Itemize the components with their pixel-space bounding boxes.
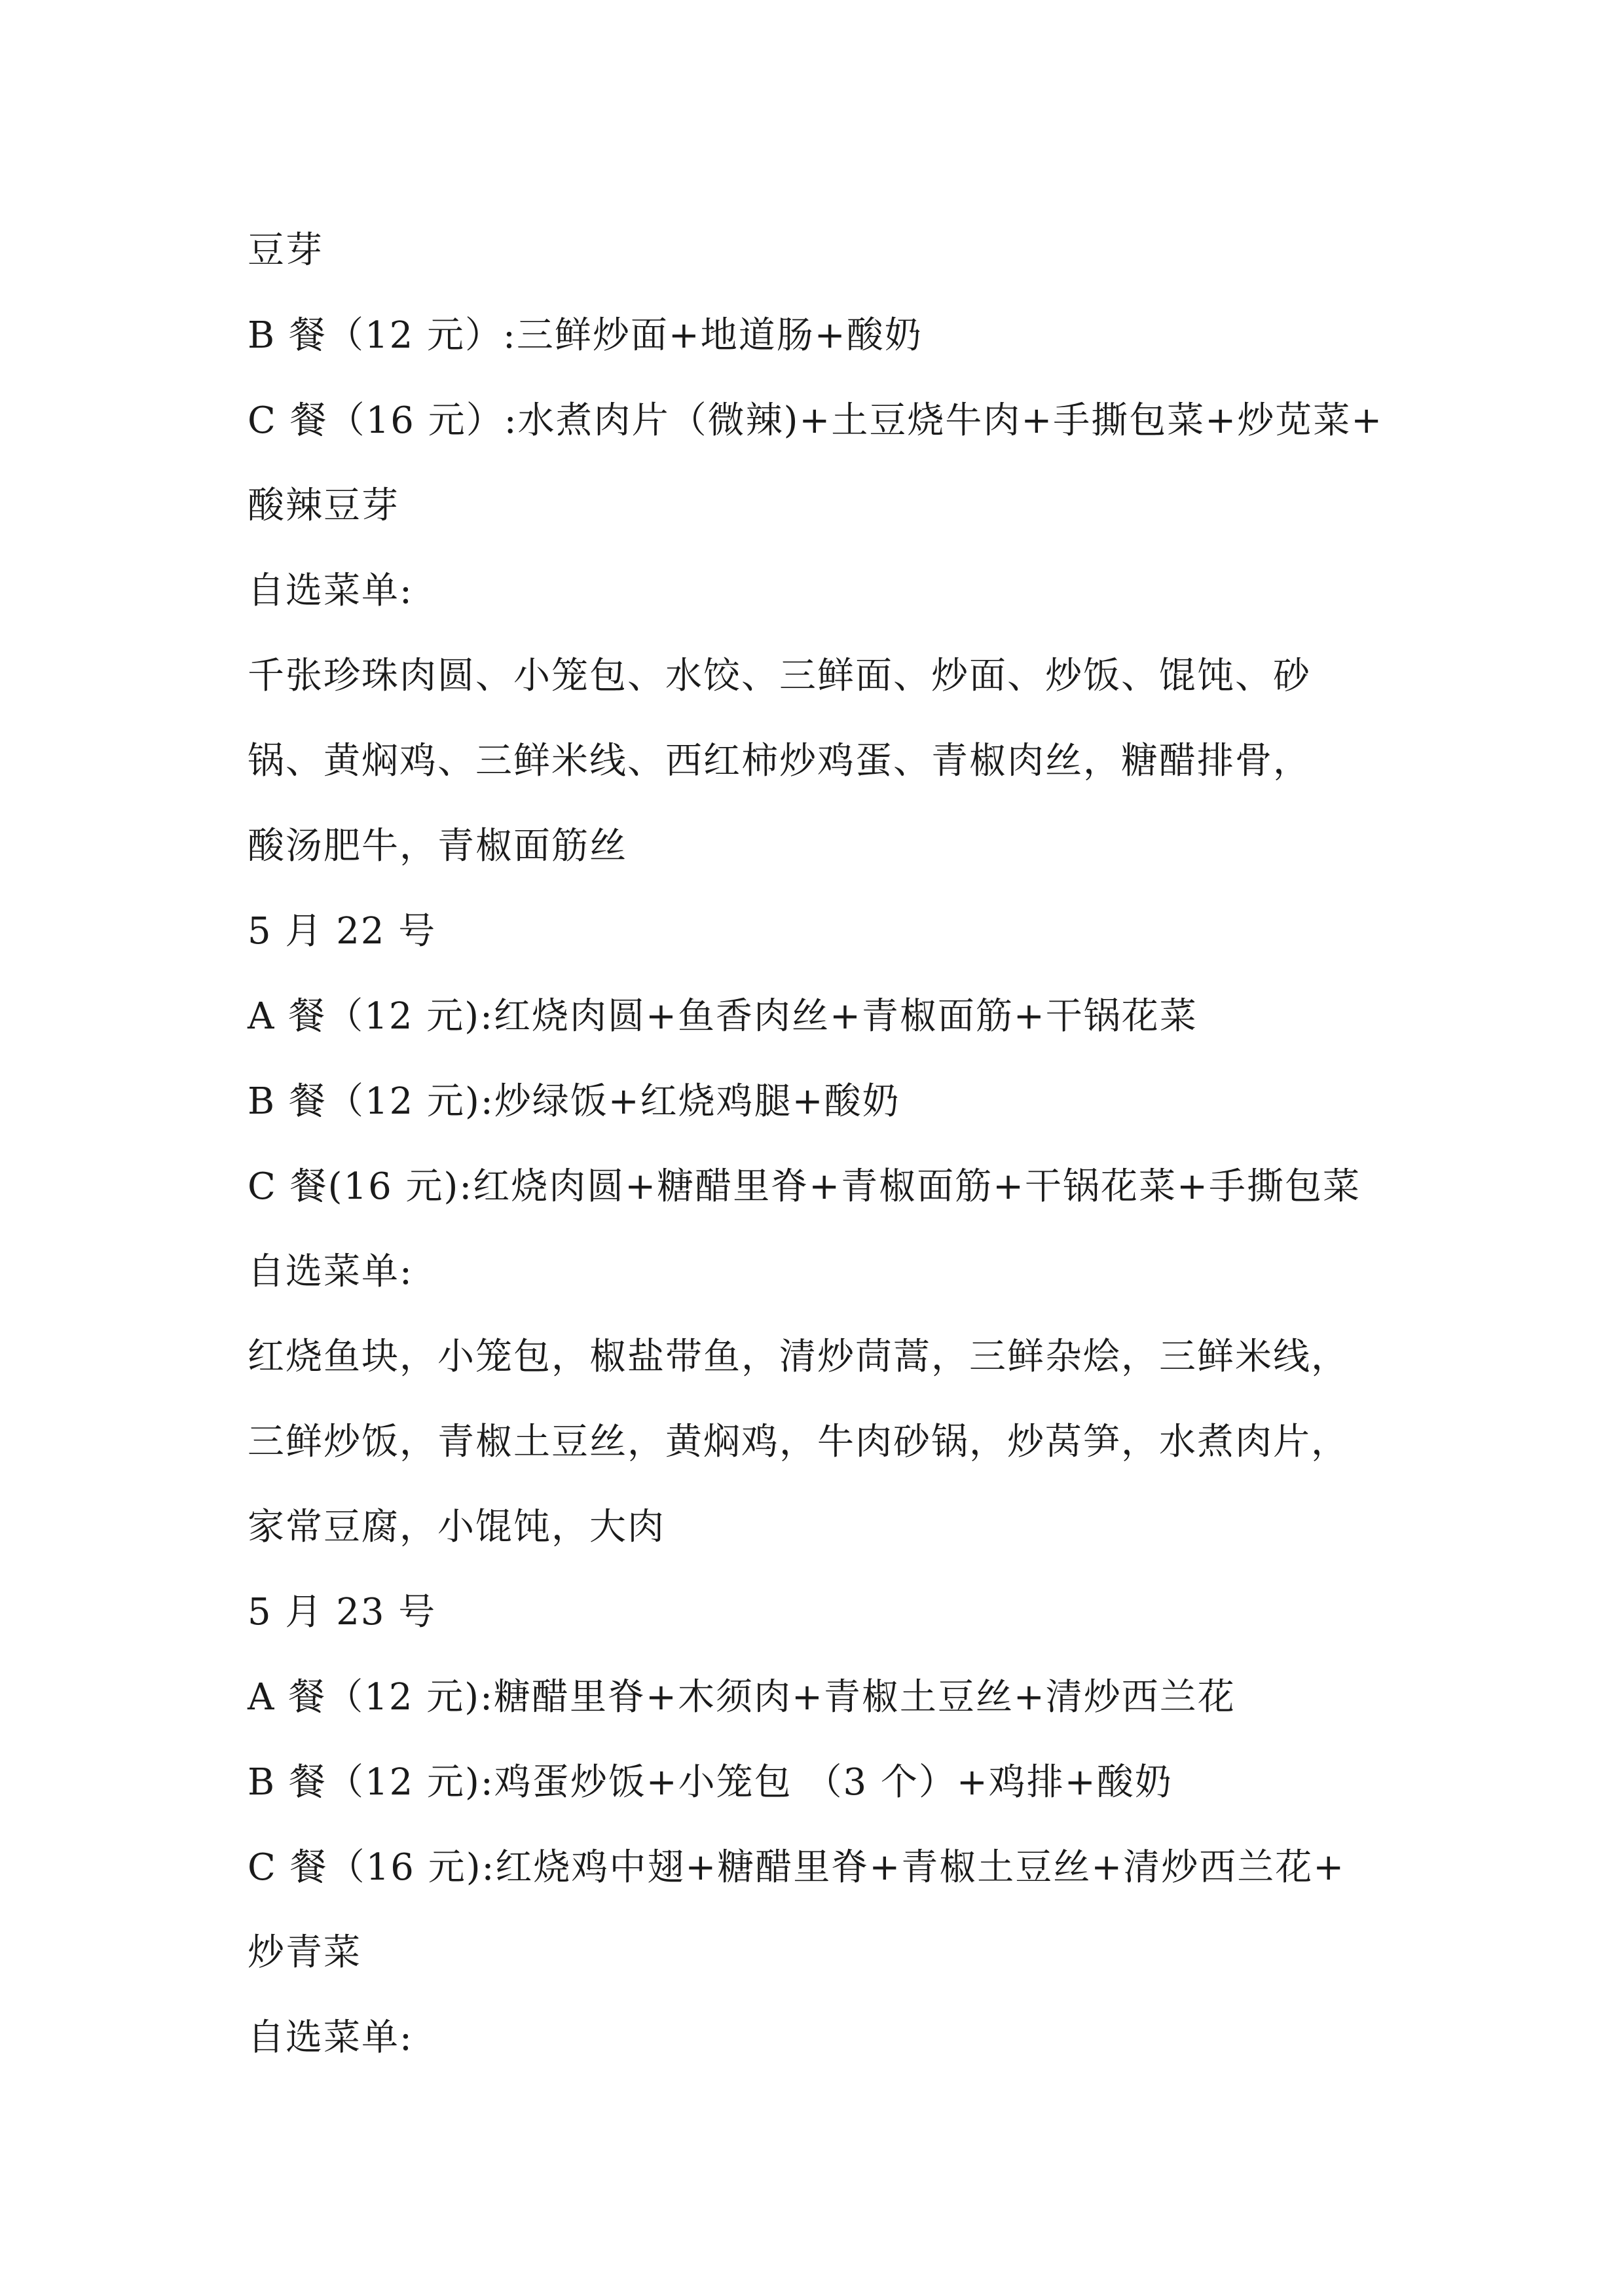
text-line-2: B 餐（12 元）:三鲜炒面+地道肠+酸奶 — [248, 314, 923, 357]
text-line-16: 家常豆腐，小馄饨，大肉 — [248, 1506, 665, 1548]
text-line-19: B 餐（12 元):鸡蛋炒饭+小笼包 （3 个）+鸡排+酸奶 — [248, 1761, 1173, 1804]
text-line-12: C 餐(16 元):红烧肉圆+糖醋里脊+青椒面筋+干锅花菜+手撕包菜 — [248, 1165, 1361, 1208]
text-line-3: C 餐（16 元）:水煮肉片（微辣)+土豆烧牛肉+手撕包菜+炒苋菜+ — [248, 399, 1384, 442]
menu-text-body — [248, 208, 1400, 2081]
text-line-14: 红烧鱼块，小笼包，椒盐带鱼，清炒茼蒿，三鲜杂烩，三鲜米线， — [248, 1336, 1349, 1378]
text-line-8: 酸汤肥牛，青椒面筋丝 — [248, 825, 627, 867]
text-line-10: A 餐（12 元):红烧肉圆+鱼香肉丝+青椒面筋+干锅花菜 — [248, 995, 1198, 1038]
text-line-4: 酸辣豆芽 — [248, 484, 399, 527]
text-line-22: 自选菜单: — [248, 2016, 413, 2059]
text-line-9: 5 月 22 号 — [248, 910, 437, 953]
text-line-18: A 餐（12 元):糖醋里脊+木须肉+青椒土豆丝+清炒西兰花 — [248, 1676, 1236, 1719]
text-line-17: 5 月 23 号 — [248, 1591, 437, 1633]
text-line-11: B 餐（12 元):炒绿饭+红烧鸡腿+酸奶 — [248, 1080, 900, 1123]
text-line-5: 自选菜单: — [248, 570, 413, 612]
text-line-15: 三鲜炒饭，青椒土豆丝，黄焖鸡，牛肉砂锅，炒莴笋，水煮肉片， — [248, 1421, 1349, 1463]
text-line-1: 豆芽 — [248, 229, 323, 272]
text-line-7: 锅、黄焖鸡、三鲜米线、西红柿炒鸡蛋、青椒肉丝，糖醋排骨， — [248, 740, 1311, 782]
text-line-6: 千张珍珠肉圆、小笼包、水饺、三鲜面、炒面、炒饭、馄饨、砂 — [248, 655, 1311, 697]
text-line-21: 炒青菜 — [248, 1931, 361, 1974]
text-line-13: 自选菜单: — [248, 1250, 413, 1293]
text-line-20: C 餐（16 元):红烧鸡中翅+糖醋里脊+青椒土豆丝+清炒西兰花+ — [248, 1846, 1346, 1889]
